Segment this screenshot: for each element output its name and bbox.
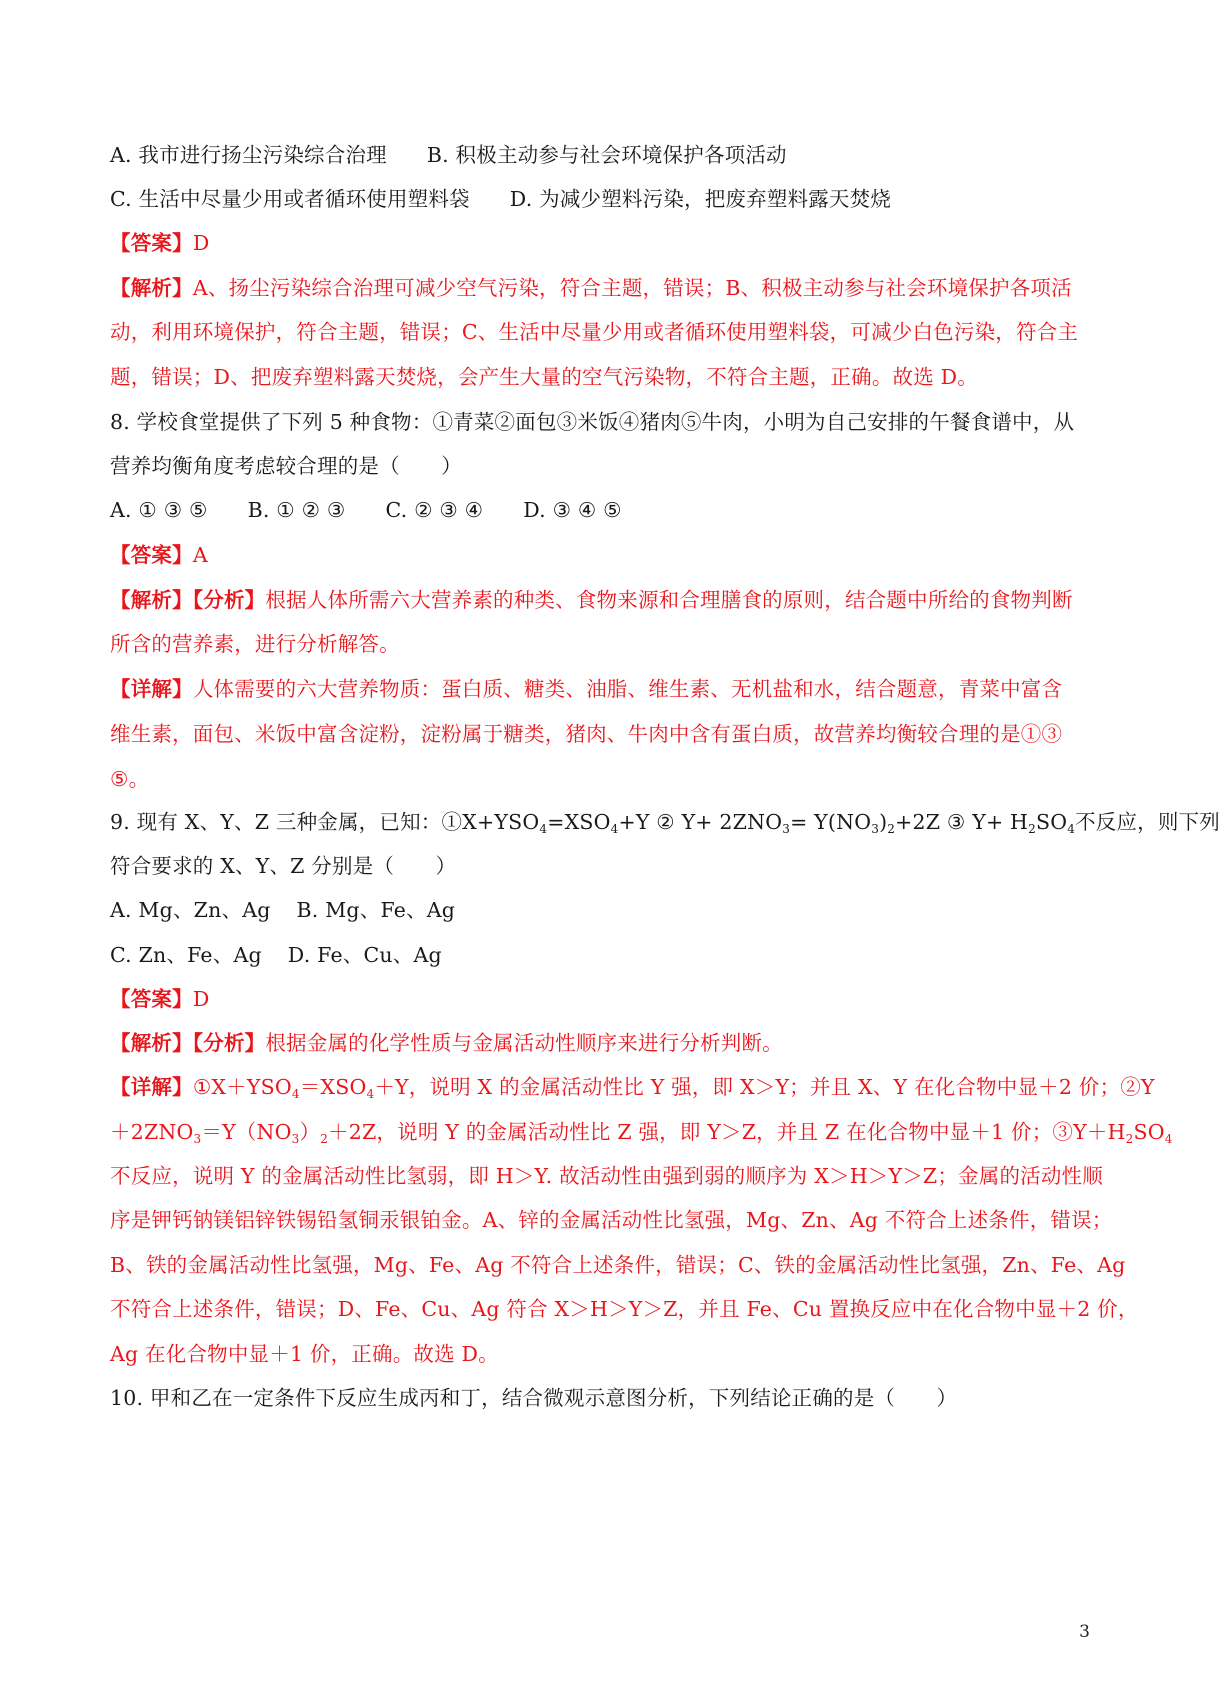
q8-option-a: A. ① ③ ⑤ [110,498,208,522]
stem-text: SO [1035,810,1068,834]
q7-analysis-line-1 [110,274,1100,302]
q7-options-row-2 [110,185,1100,213]
answer-value: A [192,543,208,567]
q9-analysis-line-1 [110,1029,1100,1057]
q8-option-d: D. ③ ④ ⑤ [523,498,622,522]
q9-stem-line-2: 符合要求的 X、Y、Z 分别是（ ） [110,854,457,878]
detail-text: 人体需要的六大营养物质：蛋白质、糖类、油脂、维生素、无机盐和水，结合题意，青菜中富含 [192,677,1063,701]
q9-detail-line-4: 序是钾钙钠镁铝锌铁锡铅氢铜汞银铂金。A、锌的金属活动性比氢强，Mg、Zn、Ag 不符合上述条件，错误； [110,1208,1113,1232]
subscript: 4 [610,822,619,836]
q9-option-a: A. Mg、Zn、Ag [110,898,271,922]
subscript: 3 [291,1132,300,1146]
q9-detail-line-6: 不符合上述条件，错误；D、Fe、Cu、Ag 符合 X＞H＞Y＞Z，并且 Fe、Cu 置换反应中在化合物中显＋2 价， [110,1297,1139,1321]
q8-option-c: C. ② ③ ④ [385,498,484,522]
q7-option-d: D. 为减少塑料污染，把废弃塑料露天焚烧 [509,187,892,211]
q7-analysis-line-3: 题，错误；D、把废弃塑料露天焚烧，会产生大量的空气污染物，不符合主题，正确。故选 D。 [110,365,978,389]
detail-text: ＝Y（NO [201,1120,292,1144]
analysis-tag: 【解析】 [110,276,193,300]
detail-text: ＋2ZNO [110,1120,194,1144]
q8-detail-line-2: 维生素，面包、米饭中富含淀粉，淀粉属于糖类，猪肉、牛肉中含有蛋白质，故营养均衡较合理的是①③ [110,722,1063,746]
q7-analysis-line-2: 动，利用环境保护，符合主题，错误；C、生活中尽量少用或者循环使用塑料袋，可减少白色污染，符合主 [110,320,1079,344]
subscript: 4 [1067,822,1076,836]
q9-options-row-1 [110,896,1100,924]
q9-detail-line-7: Ag 在化合物中显＋1 价，正确。故选 D。 [110,1342,499,1366]
analysis-text: A、扬尘污染综合治理可减少空气污染，符合主题，错误；B、积极主动参与社会环境保护各项活 [192,276,1072,300]
q8-stem-line-1: 8. 学校食堂提供了下列 5 种食物：①青菜②面包③米饭④猪肉⑤牛肉，小明为自己安排的午餐食谱中，从 [110,410,1075,434]
q9-detail-line-5: B、铁的金属活动性比氢强，Mg、Fe、Ag 不符合上述条件，错误；C、铁的金属活动性比氢强，Zn、Fe、Ag [110,1253,1126,1277]
subscript: 3 [193,1132,202,1146]
q7-option-b: B. 积极主动参与社会环境保护各项活动 [426,143,787,167]
subscript: 2 [1028,822,1036,836]
stem-text: = Y(NO [790,810,872,834]
q9-answer [110,985,1100,1013]
detail-text: ①X＋YSO [192,1075,292,1099]
detail-text: ） [299,1120,321,1144]
subscript: 2 [887,822,896,836]
q9-stem-line-1 [110,808,1220,836]
q9-option-c: C. Zn、Fe、Ag [110,943,262,967]
answer-tag: 【答案】 [110,987,193,1011]
q8-options-row [110,496,1100,524]
page-number: 3 [1079,1622,1090,1642]
subscript: 2 [1125,1132,1134,1146]
q8-analysis-line-1 [110,586,1100,614]
analysis-tag: 【解析】【分析】 [110,588,266,612]
analysis-text: 根据金属的化学性质与金属活动性顺序来进行分析判断。 [265,1031,783,1055]
q9-detail-line-1 [110,1073,1155,1101]
q9-detail-line-2 [110,1118,1173,1146]
detail-tag: 【详解】 [110,1075,193,1099]
answer-value: D [192,231,210,255]
q8-option-b: B. ① ② ③ [247,498,346,522]
q7-option-a: A. 我市进行扬尘污染综合治理 [110,143,387,167]
subscript: 3 [871,822,880,836]
q8-stem-line-2: 营养均衡角度考虑较合理的是（ ） [110,454,462,478]
stem-text: 9. 现有 X、Y、Z 三种金属，已知：①X+YSO [110,810,540,834]
q9-detail-line-3: 不反应，说明 Y 的金属活动性比氢弱，即 H＞Y. 故活动性由强到弱的顺序为 X＞H＞Y＞Z；金属的活动性顺 [110,1164,1103,1188]
answer-tag: 【答案】 [110,231,193,255]
answer-tag: 【答案】 [110,543,193,567]
q7-option-c: C. 生活中尽量少用或者循环使用塑料袋 [110,187,470,211]
q8-detail-line-3: ⑤。 [110,767,150,791]
q9-option-d: D. Fe、Cu、Ag [287,943,442,967]
stem-text: ) [879,810,888,834]
analysis-tag: 【解析】【分析】 [110,1031,266,1055]
subscript: 3 [782,822,791,836]
subscript: 4 [291,1087,300,1101]
q8-answer [110,541,1100,569]
answer-value: D [192,987,210,1011]
q7-options-row-1 [110,141,1100,169]
q9-option-b: B. Mg、Fe、Ag [296,898,456,922]
stem-text: =XSO [547,810,611,834]
subscript: 2 [320,1132,329,1146]
stem-text: +2Z ③ Y+ H [895,810,1029,834]
detail-text: ＋Y，说明 X 的金属活动性比 Y 强，即 X＞Y；并且 X、Y 在化合物中显＋2 价；②Y [374,1075,1155,1099]
q10-stem: 10. 甲和乙在一定条件下反应生成丙和丁，结合微观示意图分析，下列结论正确的是（ ） [110,1386,958,1410]
subscript: 4 [1164,1132,1173,1146]
q9-options-row-2 [110,941,1100,969]
q8-detail-line-1 [110,675,1100,703]
analysis-text: 根据人体所需六大营养素的种类、食物来源和合理膳食的原则，结合题中所给的食物判断 [265,588,1073,612]
q8-analysis-line-2: 所含的营养素，进行分析解答。 [110,632,400,656]
subscript: 4 [366,1087,375,1101]
detail-text: SO [1133,1120,1165,1144]
detail-tag: 【详解】 [110,677,193,701]
subscript: 4 [539,822,548,836]
stem-text: 不反应，则下列 [1075,810,1220,834]
stem-text: +Y ② Y+ 2ZNO [618,810,783,834]
q7-answer [110,229,1100,257]
detail-text: ＝XSO [299,1075,367,1099]
detail-text: ＋2Z，说明 Y 的金属活动性比 Z 强，即 Y＞Z，并且 Z 在化合物中显＋1 价；③Y＋H [328,1120,1126,1144]
